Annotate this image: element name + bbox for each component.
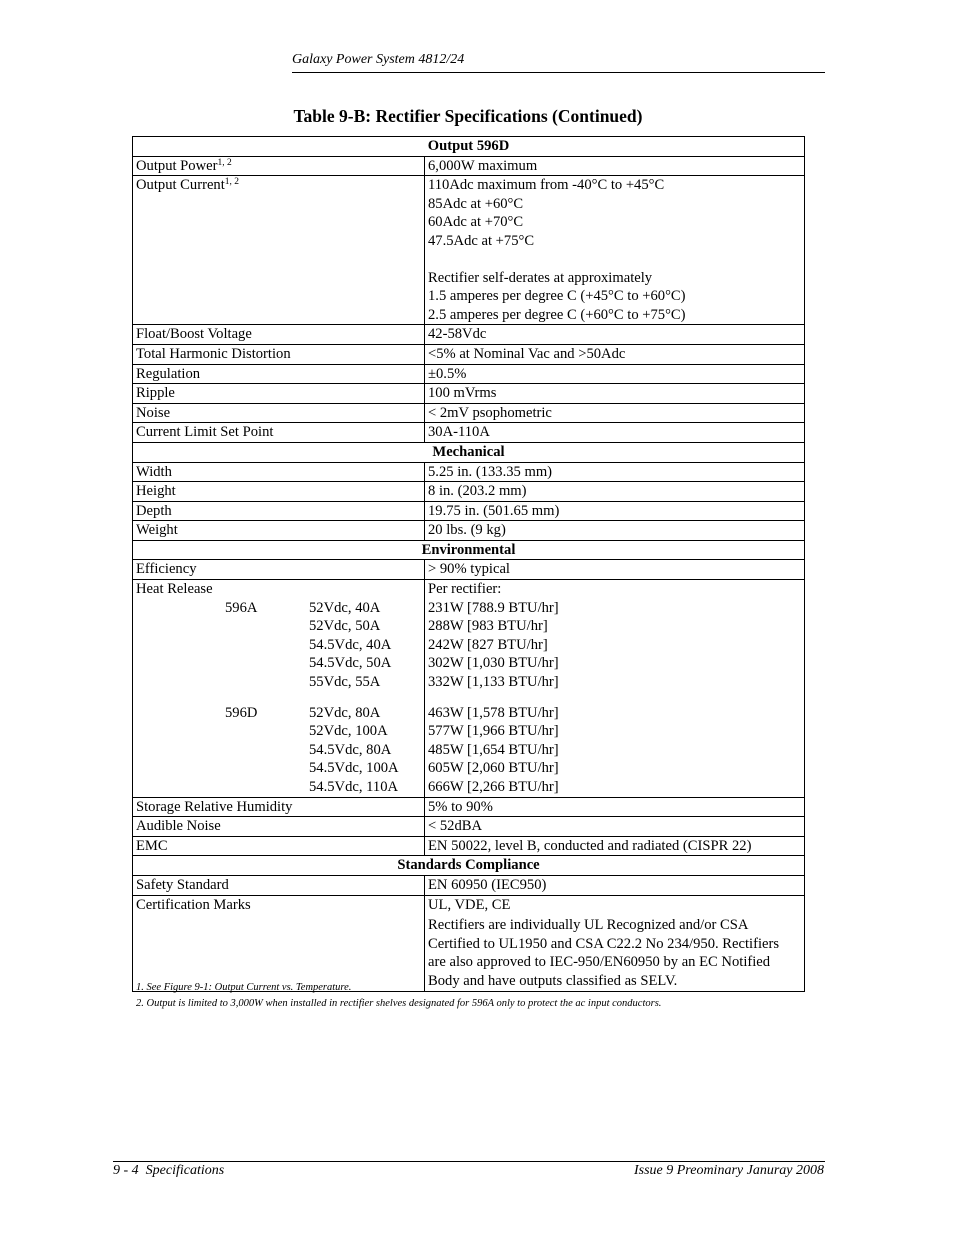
- row-label: Weight: [133, 521, 425, 541]
- row-value: 19.75 in. (501.65 mm): [425, 501, 805, 521]
- row-label: Width: [133, 462, 425, 482]
- indent: [136, 654, 309, 673]
- heat-value: 302W [1,030 BTU/hr]: [428, 655, 559, 672]
- heat-release-line: [136, 673, 421, 692]
- footnote-ref: 1, 2: [217, 157, 232, 168]
- note-line: Body and have outputs classified as SELV.: [428, 972, 678, 989]
- footer-rule: [113, 1161, 825, 1162]
- model-label: 596A: [225, 599, 258, 616]
- table-row: [133, 462, 805, 482]
- heat-release-line: [136, 617, 421, 636]
- section-row-output: [133, 137, 805, 157]
- footer-page-section: 9 - 4 Specifications: [113, 1163, 225, 1178]
- row-label: Regulation: [133, 364, 425, 384]
- indent: [136, 778, 309, 797]
- table-row: [133, 325, 805, 345]
- row-value: 42-58Vdc: [425, 325, 805, 345]
- row-value: 8 in. (203.2 mm): [425, 482, 805, 502]
- section-row-standards: [133, 856, 805, 876]
- row-value: 5.25 in. (133.35 mm): [425, 462, 805, 482]
- table-row: [133, 817, 805, 837]
- row-value: 30A-110A: [425, 423, 805, 443]
- heat-value: 288W [983 BTU/hr]: [428, 618, 548, 635]
- row-value-output-current: [425, 176, 805, 325]
- section-row-mechanical: [133, 442, 805, 462]
- table-row: [133, 501, 805, 521]
- section-title-mechanical: Mechanical: [133, 442, 805, 462]
- row-value: < 52dBA: [425, 817, 805, 837]
- row-value: ±0.5%: [425, 364, 805, 384]
- table-row: [133, 364, 805, 384]
- section-title-environmental: Environmental: [133, 540, 805, 560]
- row-value: 100 mVrms: [425, 384, 805, 404]
- derate-line: Rectifier self-derates at approximately: [428, 269, 653, 286]
- certification-marks: UL, VDE, CE: [428, 896, 511, 913]
- footer-issue: Issue 9 Preominary Januray 2008: [633, 1163, 824, 1178]
- row-value: EN 50022, level B, conducted and radiated (CISPR 22): [425, 836, 805, 856]
- condition: 54.5Vdc, 40A: [309, 636, 392, 653]
- table-row: [133, 156, 805, 176]
- heat-release-line: [136, 778, 421, 797]
- heat-value: 242W [827 BTU/hr]: [428, 636, 548, 653]
- section-row-environmental: [133, 540, 805, 560]
- condition: 52Vdc, 100A: [309, 723, 388, 740]
- spacer: [136, 692, 421, 704]
- heat-release-header: Per rectifier:: [428, 581, 502, 598]
- row-value: < 2mV psophometric: [425, 403, 805, 423]
- heat-release-line: [136, 599, 421, 618]
- table-row: [133, 521, 805, 541]
- current-line: 85Adc at +60°C: [428, 195, 524, 212]
- condition: 54.5Vdc, 80A: [309, 741, 392, 758]
- note-line: Certified to UL1950 and CSA C22.2 No 234/950. Rectifiers: [428, 935, 780, 952]
- condition: 54.5Vdc, 110A: [309, 779, 399, 795]
- heat-value: 666W [2,266 BTU/hr]: [428, 779, 559, 795]
- current-line: 60Adc at +70°C: [428, 214, 524, 231]
- certification-cell: [425, 895, 805, 991]
- heat-release-line: [136, 722, 421, 741]
- rectifier-spec-table: [132, 136, 805, 992]
- spacer: [428, 692, 801, 704]
- model-label: 596D: [225, 704, 258, 721]
- row-label: Height: [133, 482, 425, 502]
- heat-value: 605W [2,060 BTU/hr]: [428, 760, 559, 777]
- section-title-output: Output 596D: [133, 137, 805, 157]
- table-title: Table 9-B: Rectifier Specifications (Continued): [293, 106, 643, 126]
- table-row: [133, 403, 805, 423]
- condition: 54.5Vdc, 100A: [309, 760, 399, 777]
- indent: [136, 636, 309, 655]
- table-row: [133, 482, 805, 502]
- heat-value: 231W [788.9 BTU/hr]: [428, 599, 559, 616]
- heat-release-line: [136, 654, 421, 673]
- row-label-output-current: [133, 176, 425, 325]
- table-row: [133, 836, 805, 856]
- row-label: Noise: [133, 403, 425, 423]
- derate-line: 1.5 amperes per degree C (+45°C to +60°C): [428, 288, 686, 305]
- heat-release-label: Heat Release: [136, 581, 213, 598]
- row-label: Safety Standard: [133, 875, 425, 895]
- heat-value: 332W [1,133 BTU/hr]: [428, 674, 559, 691]
- row-value: 5% to 90%: [425, 797, 805, 817]
- indent: [136, 617, 309, 636]
- condition: 52Vdc, 50A: [309, 618, 381, 635]
- heat-release-line: [136, 636, 421, 655]
- table-row: [133, 344, 805, 364]
- table-row: [133, 384, 805, 404]
- row-label: Certification Marks: [133, 895, 425, 991]
- row-value: EN 60950 (IEC950): [425, 875, 805, 895]
- table-row: [133, 560, 805, 580]
- table-row: [133, 895, 805, 991]
- heat-release-line: [136, 741, 421, 760]
- current-line: 47.5Adc at +75°C: [428, 232, 535, 249]
- indent: [136, 673, 309, 692]
- heat-value: 577W [1,966 BTU/hr]: [428, 723, 559, 740]
- row-label: Ripple: [133, 384, 425, 404]
- row-label: Depth: [133, 501, 425, 521]
- row-label: Audible Noise: [133, 817, 425, 837]
- row-value-output-power: 6,000W maximum: [425, 156, 805, 176]
- footnote-2: 2. Output is limited to 3,000W when installed in rectifier shelves designated for 596A only to protect the ac input conductors.: [136, 998, 662, 1009]
- row-value: <5% at Nominal Vac and >50Adc: [425, 344, 805, 364]
- footnote-ref: 1, 2: [224, 177, 240, 188]
- heat-release-line: [136, 759, 421, 778]
- note-line: Rectifiers are individually UL Recognized and/or CSA: [428, 917, 749, 934]
- row-label: Efficiency: [133, 560, 425, 580]
- indent: [136, 722, 309, 741]
- table-row: [133, 875, 805, 895]
- condition: 52Vdc, 40A: [309, 599, 381, 616]
- heat-value: 463W [1,578 BTU/hr]: [428, 704, 559, 721]
- spacer: [428, 251, 801, 269]
- current-line: 110Adc maximum from -40°C to +45°C: [428, 177, 665, 194]
- row-label: Total Harmonic Distortion: [133, 344, 425, 364]
- heat-release-line: [136, 704, 421, 723]
- running-header: Galaxy Power System 4812/24: [292, 52, 465, 67]
- heat-value: 485W [1,654 BTU/hr]: [428, 741, 559, 758]
- condition: 52Vdc, 80A: [309, 704, 381, 721]
- row-value: > 90% typical: [425, 560, 805, 580]
- row-label: EMC: [133, 836, 425, 856]
- footnote-1: 1. See Figure 9-1: Output Current vs. Temperature.: [136, 982, 352, 993]
- row-label-output-power: [133, 156, 425, 176]
- table-row: [133, 797, 805, 817]
- heat-release-values-cell: [425, 580, 805, 798]
- condition: 54.5Vdc, 50A: [309, 655, 392, 672]
- header-rule: [292, 72, 825, 73]
- table-row-heat-release: [133, 580, 805, 798]
- heat-release-label-cell: [133, 580, 425, 798]
- indent: [136, 759, 309, 778]
- footnotes: [136, 980, 816, 1012]
- table-row: [133, 176, 805, 325]
- row-value: 20 lbs. (9 kg): [425, 521, 805, 541]
- row-label: Storage Relative Humidity: [133, 797, 425, 817]
- row-label: Current Limit Set Point: [133, 423, 425, 443]
- condition: 55Vdc, 55A: [309, 674, 381, 691]
- note-line: are also approved to IEC-950/EN60950 by an EC Notified: [428, 954, 771, 971]
- table-row: [133, 423, 805, 443]
- output-power-label: Output Power: [136, 157, 218, 174]
- row-label: Float/Boost Voltage: [133, 325, 425, 345]
- indent: [136, 741, 309, 760]
- output-current-label: Output Current: [136, 177, 225, 194]
- derate-line: 2.5 amperes per degree C (+60°C to +75°C): [428, 306, 686, 323]
- section-title-standards: Standards Compliance: [133, 856, 805, 876]
